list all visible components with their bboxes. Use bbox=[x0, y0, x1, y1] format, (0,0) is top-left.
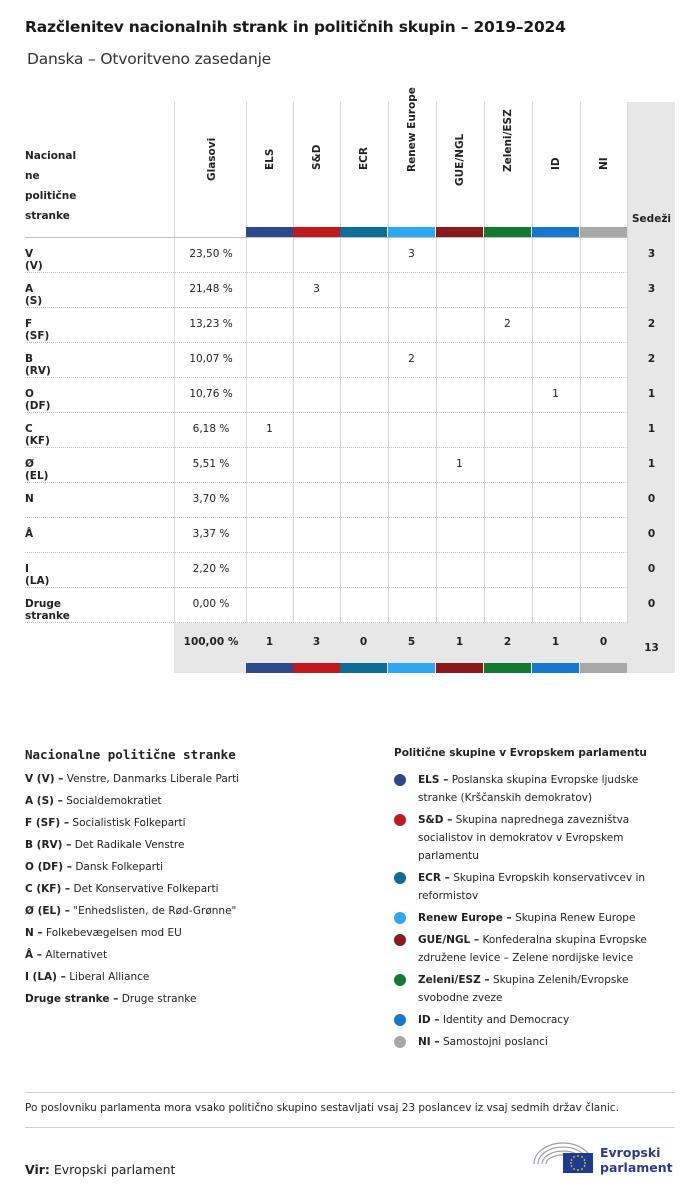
legend-party-name: Druge stranke bbox=[121, 993, 197, 1005]
group-header-id: ID bbox=[550, 157, 562, 170]
legend-group-name: Skupina naprednega zavezništva socialistov in demokratov v Evropskem parlamentu bbox=[418, 814, 630, 862]
total-seats: 2 bbox=[647, 318, 656, 330]
legend-abbr: V (V) – bbox=[25, 773, 64, 785]
group-color-bar bbox=[246, 227, 293, 237]
row-divider bbox=[25, 377, 628, 378]
group-color-bar bbox=[436, 227, 483, 237]
legend-party-name: Socialdemokratiet bbox=[66, 795, 162, 807]
total-seats: 0 bbox=[647, 528, 656, 540]
group-header-ecr: ECR bbox=[358, 147, 370, 170]
legend-abbr: Druge stranke – bbox=[25, 993, 119, 1005]
legend-abbr: I (LA) – bbox=[25, 971, 66, 983]
group-header-renew-europe: Renew Europe bbox=[406, 87, 418, 172]
legend-group-name: Skupina Renew Europe bbox=[515, 912, 636, 924]
group-seat-count: 1 bbox=[552, 388, 559, 400]
national-party-legend-item bbox=[25, 773, 239, 785]
party-name: N bbox=[25, 493, 34, 505]
column-divider bbox=[340, 102, 341, 623]
total-seats: 2 bbox=[647, 353, 656, 365]
footnote: Po poslovniku parlamenta mora vsako politično skupino sestavljati vsaj 23 poslancev iz vsaj sedmih držav članic. bbox=[25, 1102, 619, 1114]
group-seat-count: 2 bbox=[408, 353, 415, 365]
legend-abbr: ECR – bbox=[418, 872, 450, 884]
national-party-legend-item bbox=[25, 839, 184, 851]
group-color-dot bbox=[394, 1014, 406, 1026]
legend-group-name: Skupina Evropskih konservativcev in reformistov bbox=[418, 872, 646, 902]
legend-abbr: Å – bbox=[25, 949, 43, 961]
logo-line2: parlament bbox=[600, 1160, 673, 1175]
total-seats: 1 bbox=[647, 388, 656, 400]
party-name: B (RV) bbox=[25, 353, 51, 377]
group-total: 1 bbox=[455, 636, 464, 648]
group-color-dot bbox=[394, 872, 406, 884]
group-legend-item bbox=[418, 931, 658, 967]
national-party-legend-item bbox=[25, 949, 107, 961]
group-total: 3 bbox=[312, 636, 321, 648]
group-color-bar bbox=[293, 663, 340, 673]
national-party-legend-item bbox=[25, 993, 196, 1005]
group-header-gue-ngl: GUE/NGL bbox=[454, 133, 466, 186]
legend-abbr: NI – bbox=[418, 1036, 440, 1048]
group-color-bar bbox=[436, 663, 483, 673]
party-name: Druge stranke bbox=[25, 598, 70, 622]
party-name: Ø (EL) bbox=[25, 458, 49, 482]
header-divider bbox=[25, 237, 628, 238]
group-color-bar bbox=[246, 663, 293, 673]
vote-share: 3,70 % bbox=[192, 493, 230, 505]
group-header-els: ELS bbox=[264, 148, 276, 170]
column-divider bbox=[580, 102, 581, 623]
group-color-bar bbox=[580, 227, 627, 237]
legend-abbr: Ø (EL) – bbox=[25, 905, 70, 917]
party-name: O (DF) bbox=[25, 388, 51, 412]
group-color-dot bbox=[394, 974, 406, 986]
group-color-dot bbox=[394, 1036, 406, 1048]
row-divider bbox=[25, 622, 628, 623]
legend-abbr: N – bbox=[25, 927, 43, 939]
total-seats: 0 bbox=[647, 493, 656, 505]
group-color-dot bbox=[394, 774, 406, 786]
party-column-header bbox=[25, 146, 105, 226]
party-name: F (SF) bbox=[25, 318, 50, 342]
total-seats: 1 bbox=[647, 458, 656, 470]
eu-parliament-hemicycle-icon bbox=[530, 1136, 596, 1176]
page-subtitle: Danska – Otvoritveno zasedanje bbox=[27, 50, 272, 68]
column-divider bbox=[532, 102, 533, 623]
group-total: 5 bbox=[407, 636, 416, 648]
total-seats: 0 bbox=[647, 598, 656, 610]
national-party-legend-item bbox=[25, 883, 219, 895]
legend-group-name: Identity and Democracy bbox=[442, 1014, 570, 1026]
legend-party-name: Venstre, Danmarks Liberale Parti bbox=[66, 773, 240, 785]
legend-party-name: "Enhedslisten, de Rød-Grønne" bbox=[73, 905, 237, 917]
group-total: 0 bbox=[599, 636, 608, 648]
legend-abbr: S&D – bbox=[418, 814, 453, 826]
divider bbox=[25, 1127, 675, 1128]
groups-legend-title: Politične skupine v Evropskem parlamentu bbox=[394, 747, 647, 759]
group-legend-item bbox=[418, 971, 658, 1007]
legend-party-name: Folkebevægelsen mod EU bbox=[46, 927, 182, 939]
source-value: Evropski parlament bbox=[53, 1162, 176, 1177]
seats-column-header: Sedeži bbox=[632, 213, 672, 225]
legend-abbr: O (DF) – bbox=[25, 861, 72, 873]
party-name: A (S) bbox=[25, 283, 43, 307]
legend-abbr: Renew Europe – bbox=[418, 912, 512, 924]
vote-share: 6,18 % bbox=[192, 423, 230, 435]
row-divider bbox=[25, 412, 628, 413]
legend-abbr: B (RV) – bbox=[25, 839, 72, 851]
legend-abbr: ELS – bbox=[418, 774, 449, 786]
group-color-bar bbox=[388, 227, 435, 237]
party-header-line: ne bbox=[25, 170, 40, 182]
national-party-legend-item bbox=[25, 905, 236, 917]
row-divider bbox=[25, 482, 628, 483]
legend-party-name: Det Radikale Venstre bbox=[74, 839, 185, 851]
source-label: Vir: bbox=[25, 1162, 50, 1177]
divider bbox=[25, 1092, 675, 1093]
national-party-legend-item bbox=[25, 817, 186, 829]
column-divider bbox=[174, 102, 175, 623]
party-name: Å bbox=[25, 528, 34, 540]
legend-abbr: GUE/NGL – bbox=[418, 934, 480, 946]
legend-abbr: C (KF) – bbox=[25, 883, 71, 895]
legend-group-name: Skupina Zelenih/Evropske svobodne zveze bbox=[418, 974, 629, 1004]
legend-abbr: Zeleni/ESZ – bbox=[418, 974, 490, 986]
group-legend-item bbox=[418, 909, 658, 927]
vote-share: 21,48 % bbox=[189, 283, 233, 295]
national-legend-title: Nacionalne politične stranke bbox=[25, 747, 236, 762]
group-seat-count: 3 bbox=[408, 248, 415, 260]
vote-share: 23,50 % bbox=[189, 248, 233, 260]
total-seats: 3 bbox=[647, 248, 656, 260]
party-name: V (V) bbox=[25, 248, 43, 272]
group-color-bar bbox=[340, 227, 387, 237]
group-color-bar bbox=[293, 227, 340, 237]
group-header-ni: NI bbox=[598, 157, 610, 170]
group-seat-count: 1 bbox=[266, 423, 273, 435]
group-total: 1 bbox=[265, 636, 274, 648]
vote-share: 10,76 % bbox=[189, 388, 233, 400]
group-color-bar bbox=[580, 663, 627, 673]
page-title: Razčlenitev nacionalnih strank in političnih skupin – 2019–2024 bbox=[25, 18, 566, 36]
vote-share: 2,20 % bbox=[192, 563, 230, 575]
group-color-bar bbox=[532, 227, 579, 237]
grand-total-seats: 13 bbox=[644, 642, 659, 654]
group-seat-count: 3 bbox=[313, 283, 320, 295]
legend-party-name: Alternativet bbox=[45, 949, 108, 961]
legend-abbr: F (SF) – bbox=[25, 817, 70, 829]
row-divider bbox=[25, 272, 628, 273]
legend-party-name: Det Konservative Folkeparti bbox=[73, 883, 219, 895]
group-color-dot bbox=[394, 912, 406, 924]
group-color-bar bbox=[388, 663, 435, 673]
row-divider bbox=[25, 552, 628, 553]
party-header-line: Nacional bbox=[25, 150, 77, 162]
group-color-dot bbox=[394, 814, 406, 826]
column-divider bbox=[246, 102, 247, 623]
logo-line1: Evropski bbox=[600, 1145, 661, 1160]
row-divider bbox=[25, 587, 628, 588]
legend-abbr: A (S) – bbox=[25, 795, 63, 807]
legend-abbr: ID – bbox=[418, 1014, 440, 1026]
group-color-bar bbox=[532, 663, 579, 673]
group-total: 0 bbox=[359, 636, 368, 648]
total-seats: 1 bbox=[647, 423, 656, 435]
votes-column-header: Glasovi bbox=[206, 137, 218, 181]
group-color-bar bbox=[484, 227, 531, 237]
group-legend-item bbox=[418, 1033, 658, 1051]
vote-share: 5,51 % bbox=[192, 458, 230, 470]
legend-party-name: Dansk Folkeparti bbox=[75, 861, 164, 873]
column-divider bbox=[484, 102, 485, 623]
legend-group-name: Samostojni poslanci bbox=[442, 1036, 548, 1048]
row-divider bbox=[25, 517, 628, 518]
group-color-dot bbox=[394, 934, 406, 946]
vote-share: 0,00 % bbox=[192, 598, 230, 610]
party-header-line: stranke bbox=[25, 210, 70, 222]
legend-party-name: Socialistisk Folkeparti bbox=[72, 817, 186, 829]
group-legend-item bbox=[418, 771, 658, 807]
row-divider bbox=[25, 447, 628, 448]
group-header-s-d: S&D bbox=[311, 144, 323, 170]
group-seat-count: 1 bbox=[456, 458, 463, 470]
row-divider bbox=[25, 342, 628, 343]
column-divider bbox=[436, 102, 437, 623]
group-color-bar bbox=[484, 663, 531, 673]
group-legend-item bbox=[418, 1011, 658, 1029]
column-divider bbox=[293, 102, 294, 623]
group-seat-count: 2 bbox=[504, 318, 511, 330]
group-total: 1 bbox=[551, 636, 560, 648]
group-total: 2 bbox=[503, 636, 512, 648]
party-header-line: politične bbox=[25, 190, 77, 202]
national-party-legend-item bbox=[25, 927, 182, 939]
legend-group-name: Poslanska skupina Evropske ljudske stranke (Krščanskih demokratov) bbox=[418, 774, 639, 804]
total-seats: 3 bbox=[647, 283, 656, 295]
total-votes: 100,00 % bbox=[183, 636, 239, 648]
total-seats: 0 bbox=[647, 563, 656, 575]
legend-group-name: Konfederalna skupina Evropske združene levice – Zelene nordijske levice bbox=[418, 934, 647, 964]
vote-share: 13,23 % bbox=[189, 318, 233, 330]
party-name: I (LA) bbox=[25, 563, 50, 587]
group-legend-item bbox=[418, 811, 658, 865]
vote-share: 10,07 % bbox=[189, 353, 233, 365]
national-party-legend-item bbox=[25, 971, 149, 983]
group-legend-item bbox=[418, 869, 658, 905]
national-party-legend-item bbox=[25, 861, 163, 873]
party-name: C (KF) bbox=[25, 423, 50, 447]
vote-share: 3,37 % bbox=[192, 528, 230, 540]
group-header-zeleni-esz: Zeleni/ESZ bbox=[502, 109, 514, 172]
national-party-legend-item bbox=[25, 795, 162, 807]
row-divider bbox=[25, 307, 628, 308]
source-line bbox=[25, 1162, 175, 1177]
legend-party-name: Liberal Alliance bbox=[69, 971, 150, 983]
group-color-bar bbox=[340, 663, 387, 673]
